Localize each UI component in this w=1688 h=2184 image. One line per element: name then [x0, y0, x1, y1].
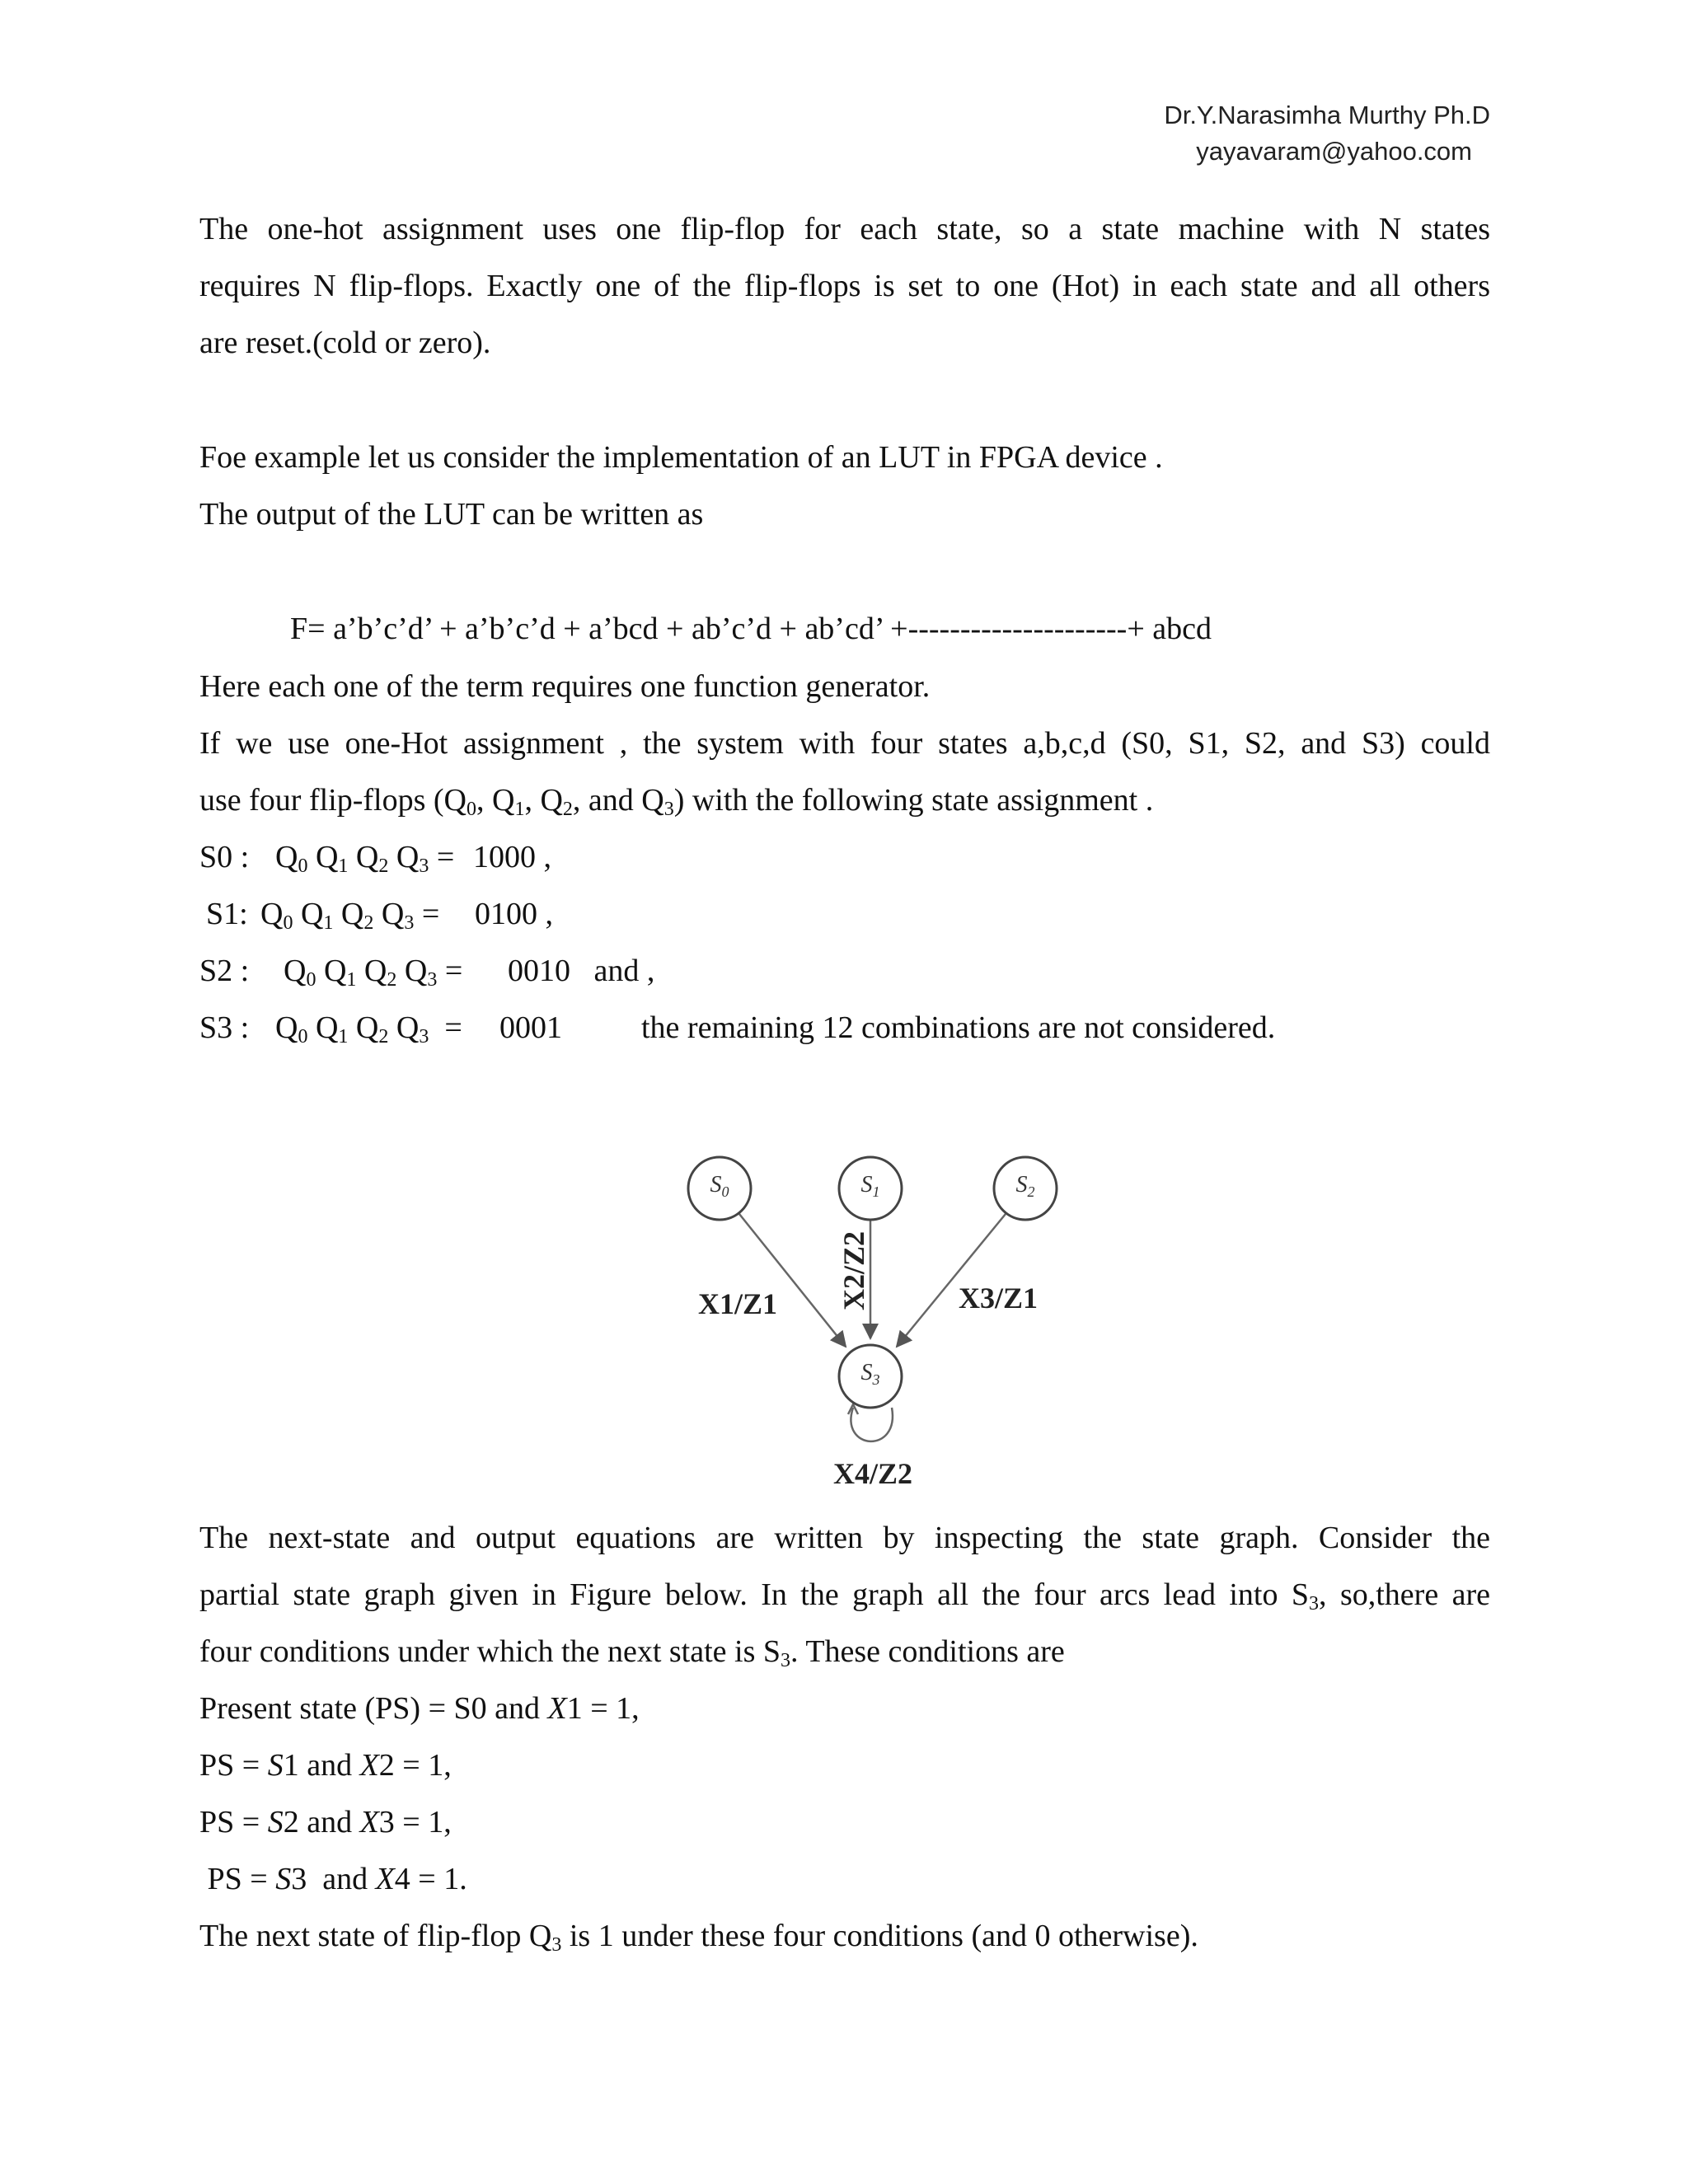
- state-s1: [839, 1157, 902, 1220]
- para1-line3: are reset.(cold or zero).: [199, 326, 491, 360]
- label-x4z2: X4/Z2: [833, 1457, 913, 1490]
- author-email: yayavaram@yahoo.com: [1196, 137, 1472, 166]
- assignment-s1: S1: $Q_0$ $Q_1$ $Q_2$ $Q_3 = 0100$ ,: [206, 897, 553, 934]
- svg-text:S2: $S_2$: [1015, 1172, 1035, 1200]
- condition-3: PS = S2 and X3 = 1,: [199, 1805, 452, 1840]
- condition-4: PS = S3 and X4 = 1.: [199, 1862, 467, 1896]
- para4-line2: partial state graph given in Figure below. In the graph all the four arcs lead into $S_3$, so,there are: [199, 1577, 1490, 1615]
- label-x1z1: X1/Z1: [698, 1287, 778, 1320]
- svg-text:S3: $S_3$: [860, 1360, 880, 1388]
- label-x3z1: X3/Z1: [959, 1282, 1039, 1315]
- para4-line1: The next-state and output equations are written by inspecting the state graph. Consider the: [199, 1521, 1490, 1555]
- assignment-s3: S3 : $Q_0$ $Q_1$ $Q_2$ $Q_3 = 0001$ the remaining 12 combinations are not considered.: [199, 1010, 1276, 1047]
- state-s3: [839, 1345, 902, 1408]
- final-line: The next state of flip-flop $Q_3$ is 1 under these four conditions (and 0 otherwise).: [199, 1919, 1198, 1956]
- arc-s0-s3: [739, 1214, 846, 1347]
- para2-line1: Foe example let us consider the implementation of an LUT in FPGA device .: [199, 440, 1163, 475]
- condition-1: Present state (PS) = S0 and X1 = 1,: [199, 1691, 640, 1726]
- svg-text:S0: $S_0$: [710, 1172, 729, 1200]
- state-s0: [688, 1157, 751, 1220]
- state-s2: [994, 1157, 1057, 1220]
- para3-line1: Here each one of the term requires one function generator.: [199, 669, 931, 704]
- para1-line2: requires N flip-flops. Exactly one of the flip-flops is set to one (Hot) in each state and all others: [199, 269, 1490, 303]
- assignment-s0: S0 : $Q_0$ $Q_1$ $Q_2$ $Q_3 = 1000$ ,: [199, 840, 551, 877]
- arc-s2-s3: [897, 1214, 1006, 1347]
- para3-line2: If we use one-Hot assignment , the system with four states a,b,c,d (S0, S1, S2, and S3) could: [199, 726, 1490, 761]
- para2-line2: The output of the LUT can be written as: [199, 497, 704, 532]
- para1-line1: The one-hot assignment uses one flip-flop for each state, so a state machine with N states: [199, 212, 1490, 246]
- para3-line3: use four flip-flops ($Q_0$, $Q_1$, $Q_2$, and $Q_3$) with the following state assignment .: [199, 783, 1154, 820]
- label-x2z2: X2/Z2: [837, 1230, 870, 1310]
- condition-2: PS = S1 and X2 = 1,: [199, 1748, 452, 1783]
- lut-equation: F= a’b’c’d’ + a’b’c’d + a’bcd + ab’c’d + ab’cd’ +---------------------+ abcd: [290, 612, 1212, 646]
- para4-line3: four conditions under which the next state is $S_3$. These conditions are: [199, 1634, 1065, 1671]
- svg-text:S1: $S_1$: [860, 1172, 880, 1200]
- author-name: Dr.Y.Narasimha Murthy Ph.D: [1164, 101, 1490, 129]
- assignment-s2: S2 : $Q_0$ $Q_1$ $Q_2$ $Q_3 = 0010$ and ,: [199, 954, 655, 991]
